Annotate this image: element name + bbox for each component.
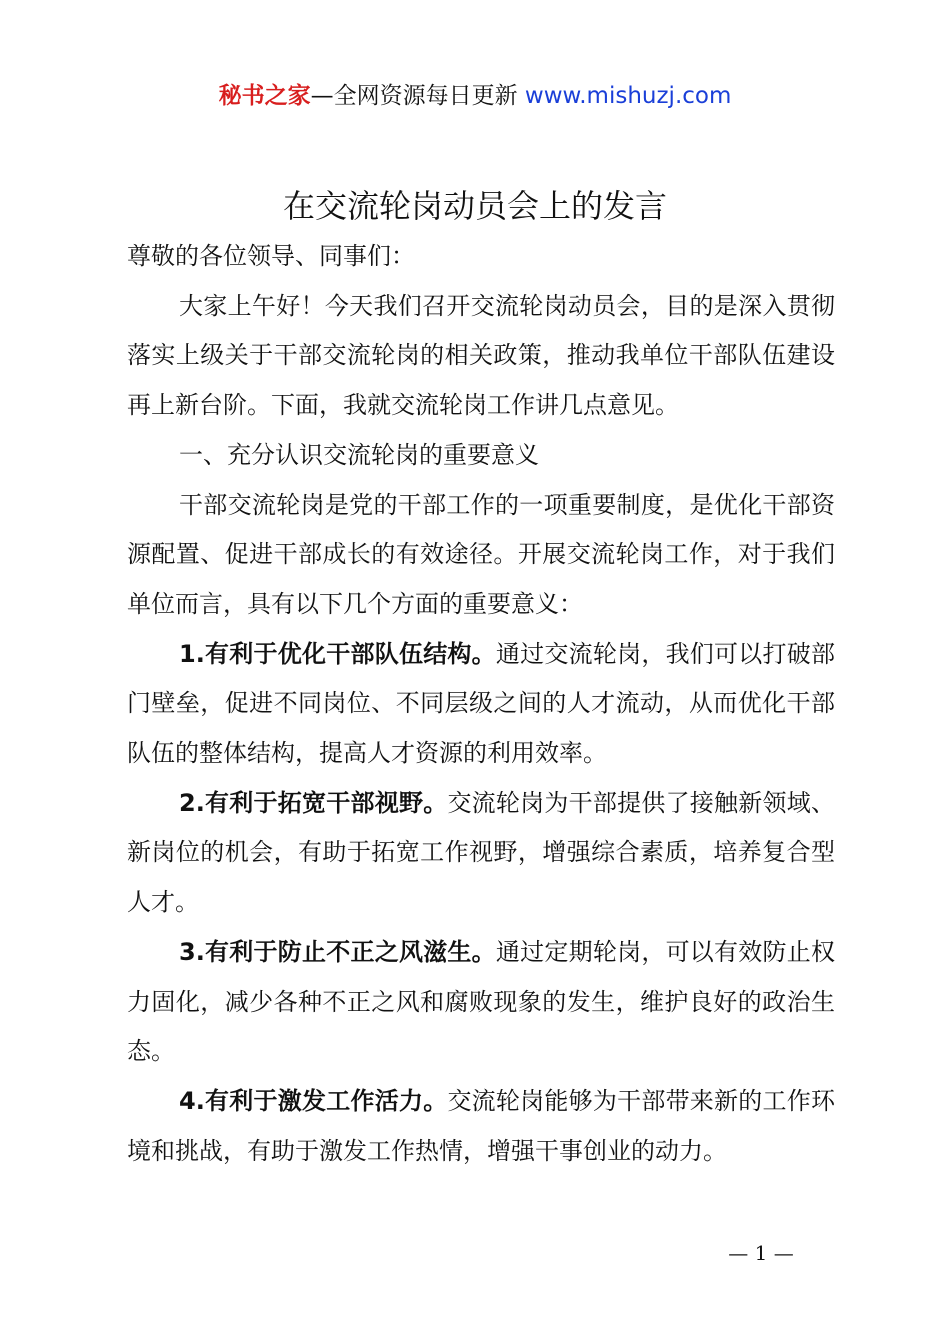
point-paragraph-2	[127, 779, 835, 928]
section-paragraph: 干部交流轮岗是党的干部工作的一项重要制度，是优化干部资源配置、促进干部成长的有效途径。开展交流轮岗工作，对于我们单位而言，具有以下几个方面的重要意义：	[127, 490, 835, 618]
point-text: 通过定期轮岗，可以有效防止权力固化，减少各种不正之风和腐败现象的发生，维护良好的政治生态。	[127, 937, 835, 1066]
intro-paragraph: 大家上午好！今天我们召开交流轮岗动员会，目的是深入贯彻落实上级关于干部交流轮岗的相关政策，推动我单位干部队伍建设再上新台阶。下面，我就交流轮岗工作讲几点意见。	[127, 291, 835, 420]
document-title: 在交流轮岗动员会上的发言	[282, 187, 667, 225]
point-heading: 1.有利于优化干部队伍结构。	[179, 639, 496, 668]
site-banner	[0, 80, 950, 112]
page-number: — 1 —	[728, 1241, 794, 1265]
point-heading: 3.有利于防止不正之风滋生。	[179, 937, 496, 966]
banner-slogan: —全网资源每日更新	[310, 83, 518, 109]
section-heading: 一、充分认识交流轮岗的重要意义	[179, 440, 539, 469]
point-heading: 4.有利于激发工作活力。	[179, 1086, 448, 1115]
brand-name: 秘书之家	[218, 83, 311, 109]
site-url-link[interactable]: www.mishuzj.com	[524, 83, 732, 109]
point-paragraph-4	[127, 1077, 835, 1176]
point-paragraph-3	[127, 928, 835, 1077]
point-text: 交流轮岗能够为干部带来新的工作环境和挑战，有助于激发工作热情，增强干事创业的动力。	[127, 1086, 835, 1165]
document-body	[127, 232, 835, 1176]
point-text: 通过交流轮岗，我们可以打破部门壁垒，促进不同岗位、不同层级之间的人才流动，从而优化干部队伍的整体结构，提高人才资源的利用效率。	[127, 639, 835, 768]
point-text: 交流轮岗为干部提供了接触新领域、新岗位的机会，有助于拓宽工作视野，增强综合素质，培养复合型人才。	[127, 788, 835, 917]
point-heading: 2.有利于拓宽干部视野。	[179, 788, 448, 817]
salutation: 尊敬的各位领导、同事们：	[127, 242, 415, 270]
point-paragraph-1	[127, 630, 835, 779]
